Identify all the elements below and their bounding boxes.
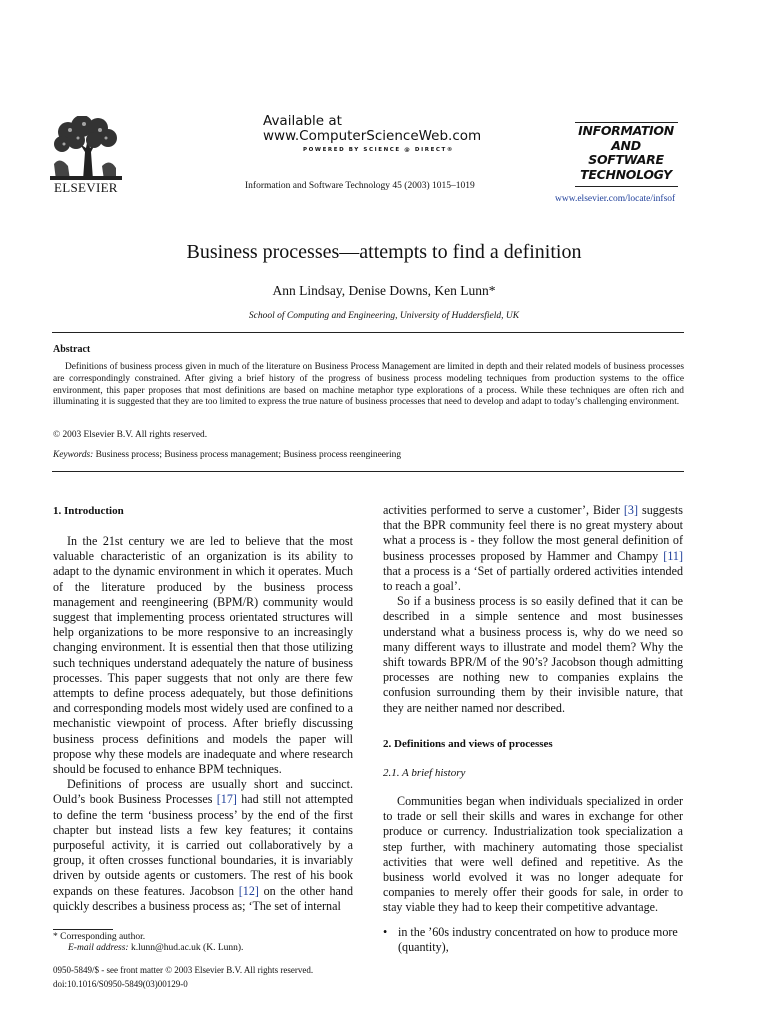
citation-link[interactable]: [3] [623,503,639,517]
journal-logo-line: SOFTWARE [588,152,664,167]
journal-logo [572,124,680,182]
intro-paragraph-2 [53,777,353,914]
text-span: suggests that the BPR community feel there is no great mystery about what a process is - they follow the most general definition of business processes proposed by Hammer and Champy [383,503,683,563]
journal-citation: Information and Software Technology 45 (2003) 1015–1019 [245,181,475,191]
intro-paragraph-1: In the 21st century we are led to believe that the most valuable characteristic of an organization is its ability to adapt to the dynamic environment in which it operates. Much of the literature produced by the business process management and reengineering (BPM/R) community would suggest that implementing process orientated structures will help organizations to be more responsive to an increasingly changing environment. It is essential then that those utilizing such techniques understand adequately the nature of business processes. This paper suggests that not only are there few attempts to define process adequately, but those definitions and corresponding models most widely used are confined to a mechanistic viewpoint of process. After briefly discussing business process definitions and models the paper will propose why these models are inadequate and where research should be focused to enhance BPM techniques. [53,534,353,777]
abstract-heading: Abstract [53,344,91,355]
computersciweb-link[interactable]: www.ComputerScienceWeb.com [263,128,482,144]
text-span: that a process is a ‘Set of partially ordered activities intended to reach a goal’. [383,563,683,594]
footnote-corresponding: * Corresponding author. [53,932,146,942]
journal-logo-line: AND [611,137,641,153]
bullet-text: in the ’60s industry concentrated on how to produce more (quantity), [398,925,678,955]
keywords-line [53,450,401,460]
keywords-label: Keywords: [53,450,94,460]
continued-paragraph [383,503,683,594]
left-column-body [53,534,353,914]
right-column-body [383,503,683,716]
subsection-heading-history: 2.1. A brief history [383,767,466,779]
citation-link[interactable]: [17] [216,792,237,807]
citation-link[interactable]: [12] [238,883,259,898]
powered-by-sciencedirect: POWERED BY SCIENCE @ DIRECT® [303,147,455,153]
available-at-notice [263,114,481,144]
email-link[interactable]: k.lunn@hud.ac.uk (K. Lunn). [130,943,244,953]
bullet-icon: • [383,925,388,939]
citation-link[interactable]: [11] [663,548,683,563]
right-paragraph-2: So if a business process is so easily defined that it can be described in a simple sentence and most businesses understand what a business process is, why do we need so many different ways to illustrate and model them? Why the shift towards BPR/M of the 90’s? Jacobson though admitting processes are nothing new to companies explains the confusion surrounding them by their invisible nature, that they are neither named nor described. [383,594,683,715]
history-body [383,794,683,916]
abstract-bottom-rule [52,471,684,472]
abstract-paragraph: Definitions of business process given in much of the literature on Business Process Management are limited in depth and their related models of business processes are correspondingly constrained. After giving a brief history of the progress of business process modeling techniques from production systems to the office environment, this paper proposes that most definitions are based on machine metaphor type explorations of a process. While these techniques are often rich and illuminating it is suggested that they are too limited to express the true nature of business processes that need to develop and adapt to today’s challenging environment. [53,362,684,408]
keywords-list: Business process; Business process management; Business process reengineering [95,450,402,460]
text-span: had still not attempted to define the term ‘business process’ by the end of the first chapter but instead lists a few key features; it contains purposeful activity, it is carried out collaboratively by a group, it often crosses functional boundaries, it is invariably driven by outside agents or customers. The rest of his book expands on these features. Jacobson [53,792,353,898]
doi-line: doi:10.1016/S0950-5849(03)00129-0 [53,979,188,989]
author-affiliation: School of Computing and Engineering, University of Huddersfield, UK [248,311,520,321]
footnote-email [68,943,243,953]
abstract-copyright: © 2003 Elsevier B.V. All rights reserved. [53,430,208,440]
section-heading-introduction: 1. Introduction [53,505,124,517]
journal-logo-rule-bottom [575,186,678,187]
abstract-top-rule [52,332,684,333]
text-span: Definitions of process are usually short and succinct. Ould’s book Business Processes [53,777,353,807]
publisher-name: ELSEVIER [54,180,118,195]
article-title: Business processes—attempts to find a definition [186,241,582,263]
abstract-body [53,362,684,409]
history-paragraph-1: Communities began when individuals specialized in order to trade or sell their skills and wares in exchange for other produce or currency. Industrialization took specialization a step further, with machinery automating those specialist activities that were well defined and repetitive. As the business world evolved it was no longer adequate for companies to merely offer their goods for sale, in order to stay viable they had to keep their competitive advantage. [383,794,683,915]
text-span: activities performed to serve a customer’, Bider [383,503,624,517]
journal-url-link[interactable]: www.elsevier.com/locate/infsof [555,194,676,204]
footnote-rule [53,929,113,930]
text-span: on the other hand quickly describes a business process as; ‘The set of internal [53,883,353,913]
section-heading-definitions: 2. Definitions and views of processes [383,738,553,750]
elsevier-tree-logo [50,116,122,180]
available-label: Available at [263,113,342,129]
issn-line: 0950-5849/$ - see front matter © 2003 Elsevier B.V. All rights reserved. [53,965,314,975]
journal-logo-line: INFORMATION [578,123,674,138]
journal-logo-line: TECHNOLOGY [580,166,672,182]
article-authors: Ann Lindsay, Denise Downs, Ken Lunn* [272,283,496,298]
email-label: E-mail address: [68,943,129,953]
